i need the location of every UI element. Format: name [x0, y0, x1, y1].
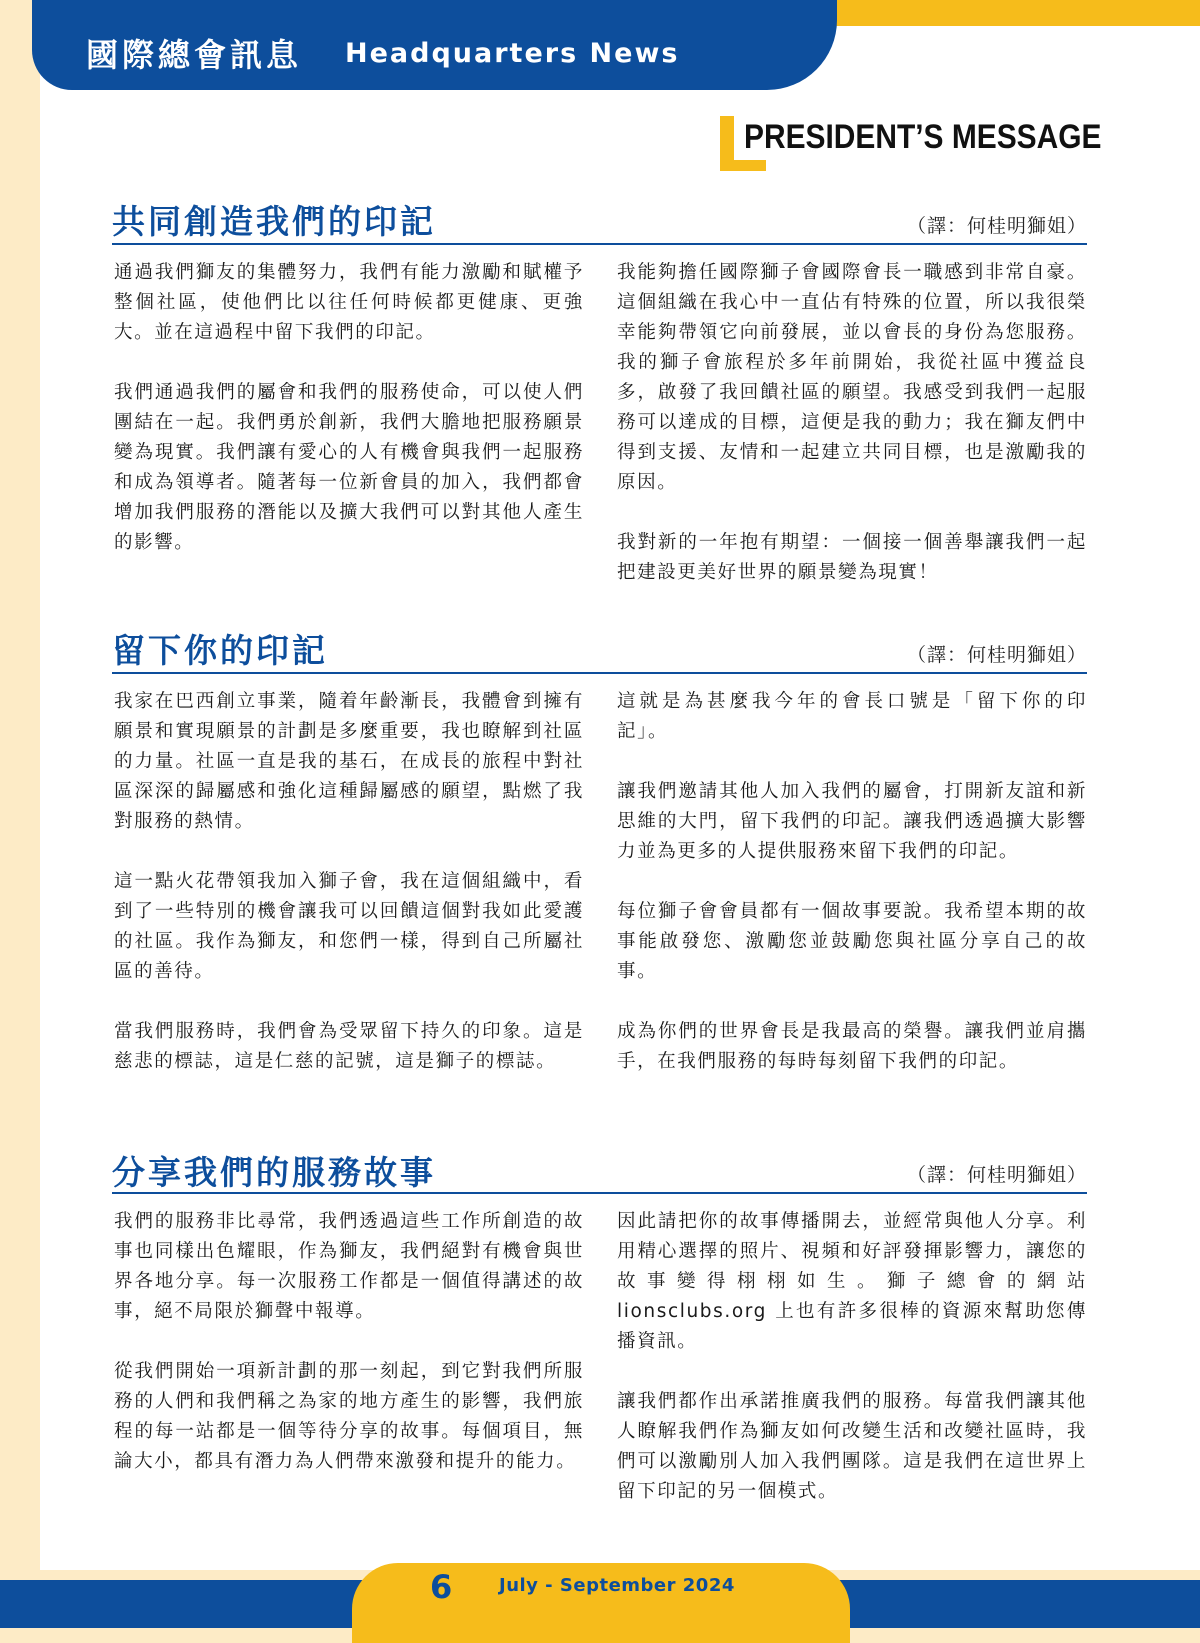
paragraph: 讓我們都作出承諾推廣我們的服務。每當我們讓其他人瞭解我們作為獅友如何改變生活和改變社區時，我們可以激勵別人加入我們團隊。這是我們在這世界上留下印記的另一個模式。: [617, 1391, 1087, 1502]
article-title: 留下你的印記: [112, 631, 328, 670]
l-bracket-icon-foot: [720, 160, 766, 171]
section-tag-label: PRESIDENT’S MESSAGE: [744, 118, 1102, 156]
issue-date: July - September 2024: [499, 1575, 735, 1596]
article-column-right: [617, 258, 1087, 588]
article-column-left: [114, 687, 584, 1077]
paragraph: 因此請把你的故事傳播開去，並經常與他人分享。利用精心選擇的照片、視頻和好評發揮影響力，讓您的故事變得栩栩如生。獅子總會的網站 lionsclubs.org 上也有許多很棒的資源來幫助您傳播資訊。: [617, 1211, 1087, 1352]
article-column-left: [114, 1207, 584, 1477]
paragraph: 我們通過我們的屬會和我們的服務使命，可以使人們團結在一起。我們勇於創新，我們大膽地把服務願景變為現實。我們讓有愛心的人有機會與我們一起服務和成為領導者。隨著每一位新會員的加入，我們都會增加我們服務的潛能以及擴大我們可以對其他人產生的影響。: [114, 382, 584, 553]
paragraph: 從我們開始一項新計劃的那一刻起，到它對我們所服務的人們和我們稱之為家的地方產生的影響，我們旅程的每一站都是一個等待分享的故事。每個項目，無論大小，都具有潛力為人們帶來激發和提升的能力。: [114, 1361, 584, 1472]
article-title: 共同創造我們的印記: [112, 202, 436, 241]
article-column-right: [617, 1207, 1087, 1507]
paragraph: 我家在巴西創立事業，隨着年齡漸長，我體會到擁有願景和實現願景的計劃是多麼重要，我也瞭解到社區的力量。社區一直是我的基石，在成長的旅程中對社區深深的歸屬感和強化這種歸屬感的願望，點燃了我對服務的熱情。: [114, 691, 584, 832]
article-column-right: [617, 687, 1087, 1077]
page-number: 6: [430, 1568, 453, 1606]
header-title-en: Headquarters News: [345, 38, 680, 69]
paragraph: 我們的服務非比尋常，我們透過這些工作所創造的故事也同樣出色耀眼，作為獅友，我們絕對有機會與世界各地分享。每一次服務工作都是一個值得講述的故事，絕不局限於獅聲中報導。: [114, 1211, 584, 1322]
title-rule: [112, 1192, 1087, 1194]
translator-credit: （譯：何桂明獅姐）: [906, 215, 1087, 237]
article-title: 分享我們的服務故事: [112, 1153, 436, 1192]
translator-credit: （譯：何桂明獅姐）: [906, 1164, 1087, 1186]
article-column-left: [114, 258, 584, 558]
paragraph: 每位獅子會會員都有一個故事要說。我希望本期的故事能啟發您、激勵您並鼓勵您與社區分享自己的故事。: [617, 901, 1087, 982]
paragraph: 這就是為甚麼我今年的會長口號是「留下你的印記」。: [617, 691, 1087, 742]
paragraph: 通過我們獅友的集體努力，我們有能力激勵和賦權予整個社區，使他們比以往任何時候都更健康、更強大。並在這過程中留下我們的印記。: [114, 262, 584, 343]
paragraph: 我能夠擔任國際獅子會國際會長一職感到非常自豪。這個組織在我心中一直佔有特殊的位置，所以我很榮幸能夠帶領它向前發展，並以會長的身份為您服務。我的獅子會旅程於多年前開始，我從社區中獲益良多，啟發了我回饋社區的願望。我感受到我們一起服務可以達成的目標，這便是我的動力；我在獅友們中得到支援、友情和一起建立共同目標，也是激勵我的原因。: [617, 262, 1087, 493]
paragraph: 我對新的一年抱有期望：一個接一個善舉讓我們一起把建設更美好世界的願景變為現實！: [617, 532, 1087, 583]
title-rule: [112, 672, 1087, 674]
paragraph: 這一點火花帶領我加入獅子會，我在這個組織中，看到了一些特別的機會讓我可以回饋這個對我如此愛護的社區。我作為獅友，和您們一樣，得到自己所屬社區的善待。: [114, 871, 584, 982]
translator-credit: （譯：何桂明獅姐）: [906, 644, 1087, 666]
paragraph: 讓我們邀請其他人加入我們的屬會，打開新友誼和新思維的大門，留下我們的印記。讓我們透過擴大影響力並為更多的人提供服務來留下我們的印記。: [617, 781, 1087, 862]
paragraph: 當我們服務時，我們會為受眾留下持久的印象。這是慈悲的標誌，這是仁慈的記號，這是獅子的標誌。: [114, 1021, 584, 1072]
section-tag: [720, 114, 1100, 174]
title-rule: [112, 243, 1087, 245]
header-title-zh: 國際總會訊息: [86, 36, 303, 74]
paragraph: 成為你們的世界會長是我最高的榮譽。讓我們並肩攜手，在我們服務的每時每刻留下我們的印記。: [617, 1021, 1087, 1072]
